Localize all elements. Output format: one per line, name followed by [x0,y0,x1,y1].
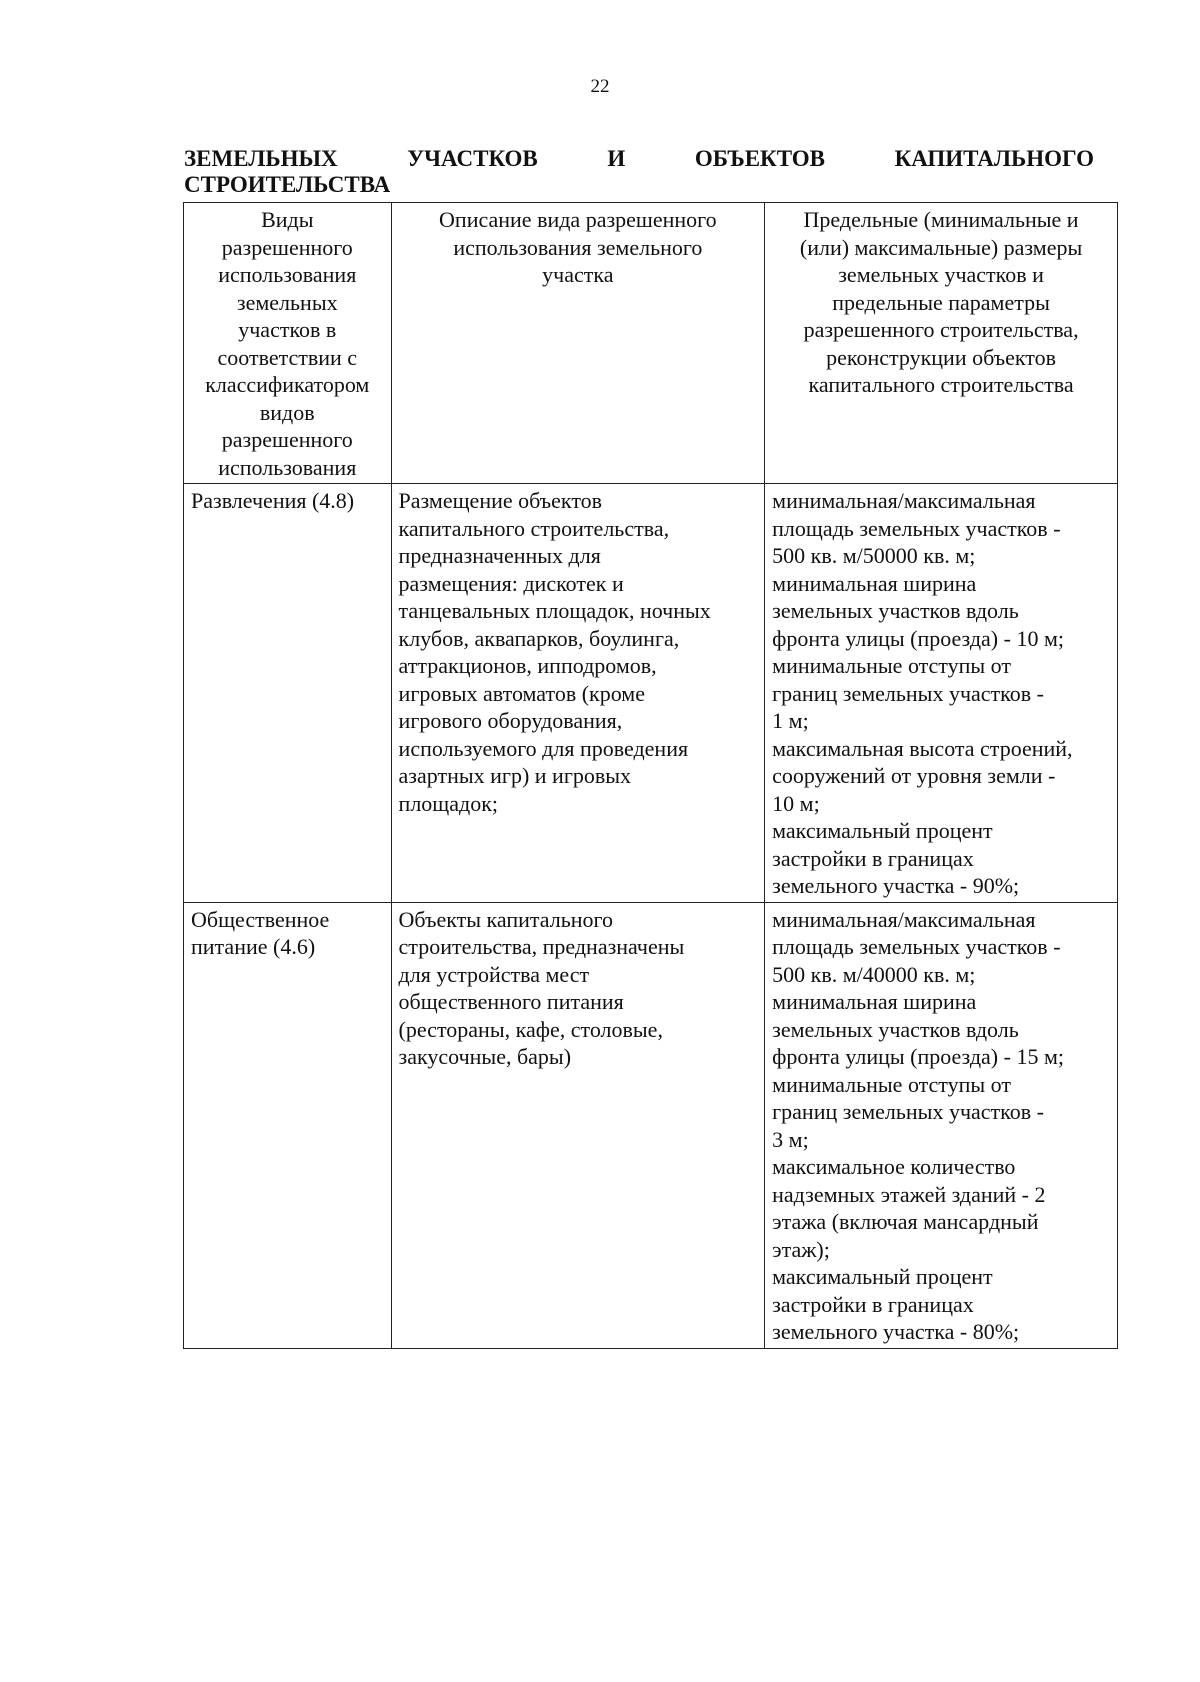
zoning-table [183,202,1118,1349]
cell-text-line: участков в [238,317,337,342]
cell-text-line: игровых автоматов (кроме [398,680,645,706]
cell-description [391,484,765,903]
heading-word: КАПИТАЛЬНОГО [894,146,1094,171]
cell-text-line: фронта улицы (проезда) - 10 м; [772,625,1064,651]
cell-text-line: соответствии с [217,344,358,370]
heading-word: ЗЕМЕЛЬНЫХ [184,146,338,171]
cell-text-line: фронта улицы (проезда) - 15 м; [772,1044,1064,1069]
cell-text-line: предельные параметры [832,289,1050,315]
cell-text-line: 500 кв. м/40000 кв. м; [772,961,976,987]
cell-text-line: клубов, аквапарков, боулинга, [398,625,680,651]
cell-text-line: игрового оборудования, [398,708,623,733]
cell-text-line: (или) максимальные) размеры [799,234,1083,260]
cell-text-line: границ земельных участков - [772,1099,1044,1124]
cell-text-line: (рестораны, кафе, столовые, [398,1016,663,1042]
table-header-row [184,203,1118,484]
cell-text-line: разрешенного [221,234,353,260]
cell-text-line: максимальная высота строений, [772,735,1073,761]
section-heading [184,146,1094,198]
header-cell-description [391,203,765,484]
cell-text-line: земельного участка - 90%; [772,873,1020,898]
cell-text-line: площадь земельных участков - [772,934,1061,959]
cell-text-line: размещения: дискотек и [398,570,624,596]
cell-text-line: застройки в границах [772,1291,974,1317]
cell-text-line: максимальное количество [772,1154,1016,1179]
cell-text-line: земельных участков и [838,262,1044,287]
cell-parameters [765,484,1118,903]
heading-word: УЧАСТКОВ [407,146,538,171]
cell-text-line: 1 м; [772,708,809,733]
cell-text-line: закусочные, бары) [398,1044,572,1069]
page-number: 22 [590,76,610,97]
cell-text-line: 500 кв. м/50000 кв. м; [772,543,976,568]
cell-text-line: границ земельных участков - [772,680,1044,706]
cell-text-line: земельных участков вдоль [772,598,1019,623]
cell-text-line: классификатором [205,372,370,397]
cell-text-line: минимальная ширина [772,570,977,596]
cell-text-line: этажа (включая мансардный [772,1209,1039,1234]
header-cell-parameters [765,203,1118,484]
cell-text-line: площадок; [398,790,498,816]
cell-text-line: участка [542,262,614,287]
cell-text-line: Развлечения (4.8) [191,488,355,513]
heading-word: ОБЪЕКТОВ [694,146,825,171]
cell-text-line: Общественное [191,906,330,932]
cell-text-line: минимальные отступы от [772,1071,1012,1097]
cell-text-line: питание (4.6) [191,934,316,959]
cell-text-line: минимальные отступы от [772,653,1012,678]
cell-text-line: предназначенных для [398,543,601,568]
cell-text-line: капитального строительства, [398,515,670,541]
cell-text-line: земельного участка - 80%; [772,1319,1020,1344]
cell-text-line: использования [218,262,357,287]
cell-text-line: реконструкции объектов [826,344,1056,370]
cell-description [391,902,765,1348]
cell-text-line: максимальный процент [772,818,993,843]
cell-text-line: используемого для проведения [398,735,689,761]
cell-text-line: капитального строительства [808,372,1074,397]
cell-use-type [184,484,392,903]
heading-line-2: СТРОИТЕЛЬСТВА [184,172,391,197]
cell-text-line: земельных [236,289,338,315]
cell-text-line: использования [218,454,357,480]
cell-text-line: максимальный процент [772,1264,993,1289]
cell-text-line: Размещение объектов [398,488,603,513]
cell-text-line: земельных участков вдоль [772,1016,1019,1042]
header-cell-use-type [184,203,392,484]
cell-text-line: использования земельного [453,234,703,260]
cell-text-line: Объекты капитального [398,906,613,932]
cell-text-line: общественного питания [398,989,624,1014]
cell-text-line: застройки в границах [772,845,974,871]
cell-text-line: видов [259,399,315,425]
cell-text-line: Виды [261,207,314,232]
cell-text-line: строительства, предназначены [398,934,685,959]
cell-text-line: надземных этажей зданий - 2 [772,1181,1046,1207]
cell-use-type [184,902,392,1348]
cell-text-line: минимальная/максимальная [772,488,1036,513]
cell-text-line: разрешенного [221,427,353,452]
cell-text-line: разрешенного строительства, [803,317,1079,342]
cell-text-line: этаж); [772,1236,830,1262]
cell-text-line: танцевальных площадок, ночных [398,598,711,623]
cell-text-line: азартных игр) и игровых [398,763,632,788]
cell-text-line: площадь земельных участков - [772,515,1061,541]
cell-text-line: аттракционов, ипподромов, [398,653,657,678]
cell-text-line: Предельные (минимальные и [803,207,1079,232]
cell-text-line: Описание вида разрешенного [439,207,717,232]
cell-parameters [765,902,1118,1348]
table-row [184,484,1118,903]
heading-line-1 [184,146,1094,172]
cell-text-line: минимальная ширина [772,989,977,1014]
cell-text-line: 3 м; [772,1126,809,1152]
cell-text-line: для устройства мест [398,961,590,987]
cell-text-line: 10 м; [772,790,820,816]
table-row [184,902,1118,1348]
cell-text-line: минимальная/максимальная [772,906,1036,932]
heading-word: И [607,146,626,171]
cell-text-line: сооружений от уровня земли - [772,763,1056,788]
